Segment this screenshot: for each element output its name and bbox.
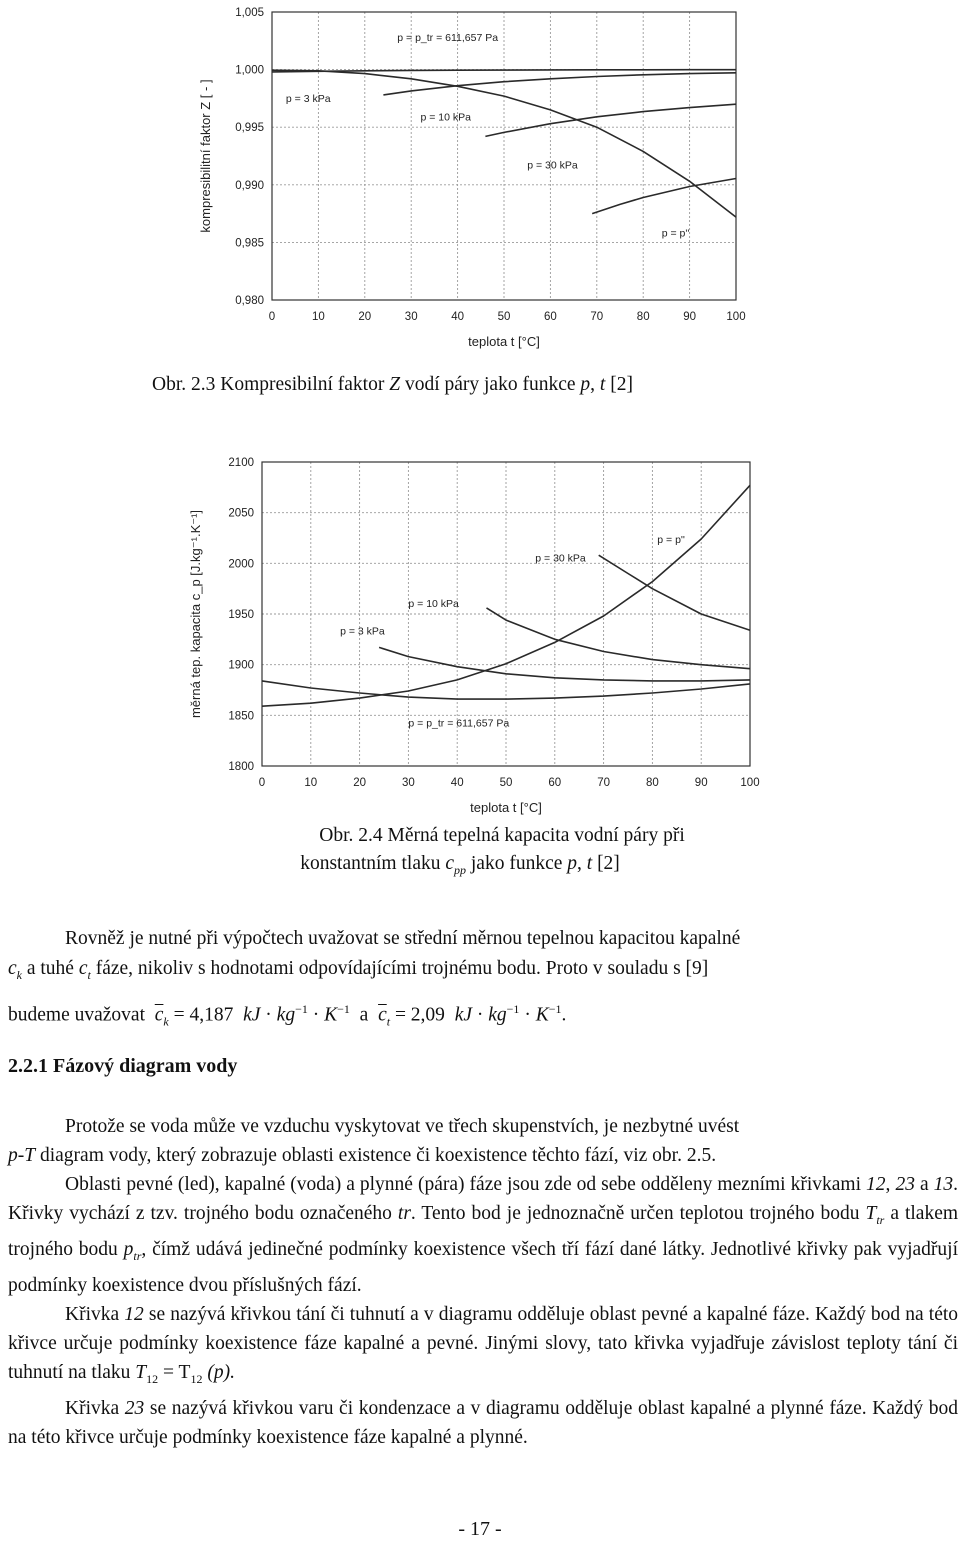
fig2-x-tick-label: 90: [694, 777, 708, 789]
fig2-x-tick-label: 30: [402, 777, 415, 789]
fig2-y-axis-label: měrná tep. kapacita c_p [J.kg⁻¹.K⁻¹]: [188, 509, 203, 719]
fig1-series-label-0: p = p_tr = 611,657 Pa: [397, 31, 499, 44]
fig1-series-line-3: [592, 179, 736, 214]
fig2-series-label-2: p = 10 kPa: [408, 597, 459, 610]
section-heading-phase-diagram: 2.2.1 Fázový diagram vody: [8, 1055, 238, 1077]
heat-capacity-chart: [0, 445, 960, 825]
fig2-series-label-3: p = 30 kPa: [535, 552, 586, 565]
fig1-series-line-1: [383, 73, 736, 95]
compressibility-chart: [0, 0, 960, 360]
compressibility-chart-svg: [0, 0, 960, 360]
fig2-y-tick-label: 2000: [228, 558, 254, 571]
fig1-series-label-4: p = p'': [661, 227, 690, 240]
fig2-x-tick-label: 10: [304, 777, 318, 789]
fig1-series-label-3: p = 30 kPa: [527, 159, 578, 172]
fig1-x-tick-label: 30: [404, 311, 418, 323]
fig1-x-tick-label: 60: [544, 311, 557, 323]
fig1-x-tick-label: 70: [590, 311, 604, 323]
fig2-x-tick-label: 70: [597, 777, 610, 789]
fig1-y-axis-label: kompresibilitní faktor Z [ - ]: [198, 79, 213, 233]
fig1-series-line-2: [485, 104, 736, 136]
figure-2-4-caption: Obr. 2.4 Měrná tepelná kapacita vodní páry při konstantním tlaku $c_{pp}$ jako funkce p, t [2]: [300, 825, 685, 877]
fig1-x-tick-label: 50: [497, 311, 511, 323]
fig2-y-tick-label: 2100: [228, 457, 254, 469]
fig2-x-tick-label: 0: [258, 777, 266, 789]
fig1-x-tick-label: 100: [726, 311, 746, 323]
fig2-x-tick-label: 20: [353, 777, 366, 789]
fig2-x-tick-label: 100: [740, 777, 760, 789]
fig1-x-tick-label: 0: [268, 311, 276, 323]
fig1-series-label-1: p = 3 kPa: [285, 92, 331, 105]
fig2-y-tick-label: 1900: [228, 659, 254, 672]
fig2-x-tick-label: 80: [646, 777, 659, 789]
fig1-y-tick-label: 0,985: [235, 237, 264, 250]
fig2-x-axis-label: teplota t [°C]: [470, 800, 542, 815]
fig2-series-label-1: p = 3 kPa: [340, 625, 385, 638]
fig2-series-line-3: [599, 555, 750, 630]
fig1-x-tick-label: 90: [683, 311, 696, 323]
fig1-y-tick-label: 0,990: [235, 179, 264, 192]
figure-2-3-caption: Obr. 2.3 Kompresibilní faktor Z vodí páry jako funkce p, t [2]: [152, 374, 633, 395]
fig2-series-label-4: p = p'': [657, 534, 685, 547]
fig1-y-tick-label: 0,995: [235, 122, 264, 135]
fig1-x-tick-label: 40: [451, 311, 464, 323]
fig2-x-tick-label: 50: [499, 777, 513, 789]
fig1-y-tick-label: 1,000: [235, 64, 264, 77]
fig1-y-tick-label: 0,980: [235, 295, 264, 307]
fig2-x-tick-label: 40: [450, 777, 464, 789]
paragraph-phase-diagram: Protože se voda může ve vzduchu vyskytovat ve třech skupenstvích, je nezbytné uvést p-T diagram vody, který zobrazuje oblasti existence či koexistence těchto fází, viz obr. 2.5. Oblasti pevné (led), kapalné (voda) a plynné (pára) fáze jsou zde od sebe odděleny mezními křivkami 12, 23 a 13. Křivky vychází z tzv. trojného bodu označeného tr. Tento bod je jednoznačně určen teplotou trojného bodu $T_{tr}$ a tlakem trojného bodu $p_{tr}$, čímž udává jedinečné podmínky koexistence všech tří fází dané látky. Jednotlivé křivky pak vyjadřují podmínky koexistence dvou příslušných fází. Křivka 12 se nazývá křivkou tání či tuhnutí a v diagramu odděluje oblast pevné a kapalné fáze. Každý bod na této křivce určuje podmínky koexistence fáze kapalné a pevné. Jinými slovy, tato křivka vyjadřuje závislost teploty tání či tuhnutí na tlaku $T_{12} = T_{12}$ (p). Křivka 23 se nazývá křivkou varu či kondenzace a v diagramu odděluje oblast kapalné a plynné fáze. Každý bod na této křivce určuje podmínky koexistence fáze kapalné a plynné.: [8, 1116, 959, 1448]
paragraph-mean-heat-capacity: Rovněž je nutné při výpočtech uvažovat se střední měrnou tepelnou kapacitou kapalné $c_k$ a tuhé $c_t$ fáze, nikoliv s hodnotami odpovídajícími trojnému bodu. Proto v souladu s [9] budeme uvažovat $\overline{c}_k = 4,187$ kJ · $kg^{-1} \cdot K^{-1}$ a $\overline{c}_t = 2,09$ kJ · $kg^{-1} \cdot K^{-1}$.: [8, 928, 741, 1029]
fig1-x-tick-label: 20: [358, 311, 372, 323]
fig2-x-tick-label: 60: [548, 777, 562, 789]
fig1-x-tick-label: 10: [312, 311, 325, 323]
fig1-x-axis-label: teplota t [°C]: [468, 334, 540, 349]
fig2-y-tick-label: 1950: [228, 609, 254, 621]
page-number: - 17 -: [458, 1518, 502, 1540]
heat-capacity-chart-svg: [0, 445, 960, 825]
fig1-x-tick-label: 80: [636, 311, 650, 323]
fig1-series-label-2: p = 10 kPa: [420, 111, 471, 124]
fig2-y-tick-label: 2050: [228, 507, 254, 520]
fig2-series-label-0: p = p_tr = 611,657 Pa: [408, 717, 510, 730]
fig2-y-tick-label: 1850: [228, 710, 254, 723]
fig2-y-tick-label: 1800: [228, 761, 254, 773]
fig1-y-tick-label: 1,005: [235, 7, 264, 19]
